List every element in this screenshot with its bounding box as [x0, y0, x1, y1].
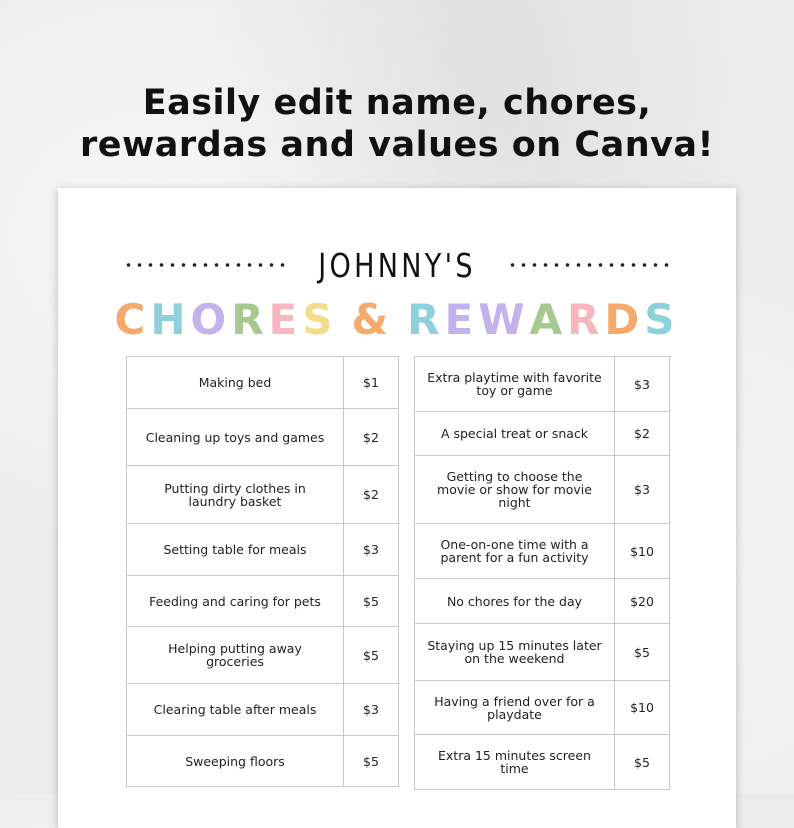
- reward-row: [415, 681, 670, 735]
- reward-row: [415, 456, 670, 524]
- title-letter: R: [567, 294, 605, 344]
- rewards-table: [414, 356, 670, 790]
- reward-row-value[interactable]: $10: [615, 524, 670, 579]
- headline: [0, 82, 794, 166]
- reward-row: [415, 624, 670, 681]
- name-row: [58, 243, 736, 287]
- chore-row: [127, 524, 399, 576]
- title-letter: &: [351, 294, 394, 344]
- reward-row-label[interactable]: Getting to choose the movie or show for movie night: [415, 456, 615, 524]
- reward-row-value[interactable]: $2: [615, 412, 670, 456]
- title-letter: D: [604, 294, 645, 344]
- reward-row: [415, 735, 670, 790]
- reward-row-value[interactable]: $20: [615, 579, 670, 624]
- chore-row-label[interactable]: Clearing table after meals: [127, 684, 344, 736]
- chore-row-value[interactable]: $3: [344, 524, 399, 576]
- chore-row: [127, 684, 399, 736]
- chore-row-value[interactable]: $2: [344, 466, 399, 524]
- title-letter: O: [190, 294, 232, 344]
- chore-row-label[interactable]: Sweeping floors: [127, 736, 344, 787]
- reward-row: [415, 412, 670, 456]
- title-letter: C: [114, 294, 151, 344]
- chore-row-label[interactable]: Setting table for meals: [127, 524, 344, 576]
- chore-row: [127, 466, 399, 524]
- chores-table: [126, 356, 399, 787]
- dotted-divider-right: [507, 261, 671, 269]
- dotted-divider-left: [123, 261, 287, 269]
- chart-title: [58, 292, 736, 346]
- chore-row-value[interactable]: $1: [344, 357, 399, 409]
- title-letter: E: [444, 294, 479, 344]
- chore-row-label[interactable]: Feeding and caring for pets: [127, 576, 344, 627]
- chore-row: [127, 627, 399, 684]
- chore-row-value[interactable]: $5: [344, 576, 399, 627]
- chore-row: [127, 576, 399, 627]
- chore-row-label[interactable]: Cleaning up toys and games: [127, 409, 344, 466]
- reward-row-label[interactable]: Extra 15 minutes screen time: [415, 735, 615, 790]
- title-letter: S: [302, 294, 338, 344]
- chore-row-value[interactable]: $2: [344, 409, 399, 466]
- reward-row-label[interactable]: Having a friend over for a playdate: [415, 681, 615, 735]
- chore-row-label[interactable]: Making bed: [127, 357, 344, 409]
- chore-row: [127, 357, 399, 409]
- title-letter: W: [478, 294, 530, 344]
- reward-row-value[interactable]: $3: [615, 456, 670, 524]
- title-letter: A: [529, 294, 568, 344]
- reward-row-label[interactable]: Extra playtime with favorite toy or game: [415, 357, 615, 412]
- headline-line-1: Easily edit name, chores,: [142, 83, 652, 123]
- title-letter: H: [150, 294, 191, 344]
- reward-row: [415, 357, 670, 412]
- headline-line-2: rewardas and values on Canva!: [79, 125, 715, 165]
- reward-row-value[interactable]: $3: [615, 357, 670, 412]
- title-letter: R: [231, 294, 269, 344]
- reward-row-label[interactable]: Staying up 15 minutes later on the weekend: [415, 624, 615, 681]
- reward-row: [415, 524, 670, 579]
- reward-row-value[interactable]: $5: [615, 735, 670, 790]
- title-letter: S: [644, 294, 680, 344]
- chore-row-value[interactable]: $5: [344, 627, 399, 684]
- title-letter: R: [407, 294, 445, 344]
- reward-row-label[interactable]: A special treat or snack: [415, 412, 615, 456]
- chore-row-value[interactable]: $5: [344, 736, 399, 787]
- chore-row-label[interactable]: Putting dirty clothes in laundry basket: [127, 466, 344, 524]
- reward-row-value[interactable]: $10: [615, 681, 670, 735]
- chore-row-label[interactable]: Helping putting away groceries: [127, 627, 344, 684]
- reward-row-value[interactable]: $5: [615, 624, 670, 681]
- chore-row-value[interactable]: $3: [344, 684, 399, 736]
- chore-row: [127, 736, 399, 787]
- reward-row-label[interactable]: No chores for the day: [415, 579, 615, 624]
- chore-row: [127, 409, 399, 466]
- title-letter: E: [268, 294, 303, 344]
- chore-chart-sheet: [58, 188, 736, 828]
- child-name[interactable]: JOHNNY'S: [318, 245, 476, 285]
- reward-row-label[interactable]: One-on-one time with a parent for a fun activity: [415, 524, 615, 579]
- reward-row: [415, 579, 670, 624]
